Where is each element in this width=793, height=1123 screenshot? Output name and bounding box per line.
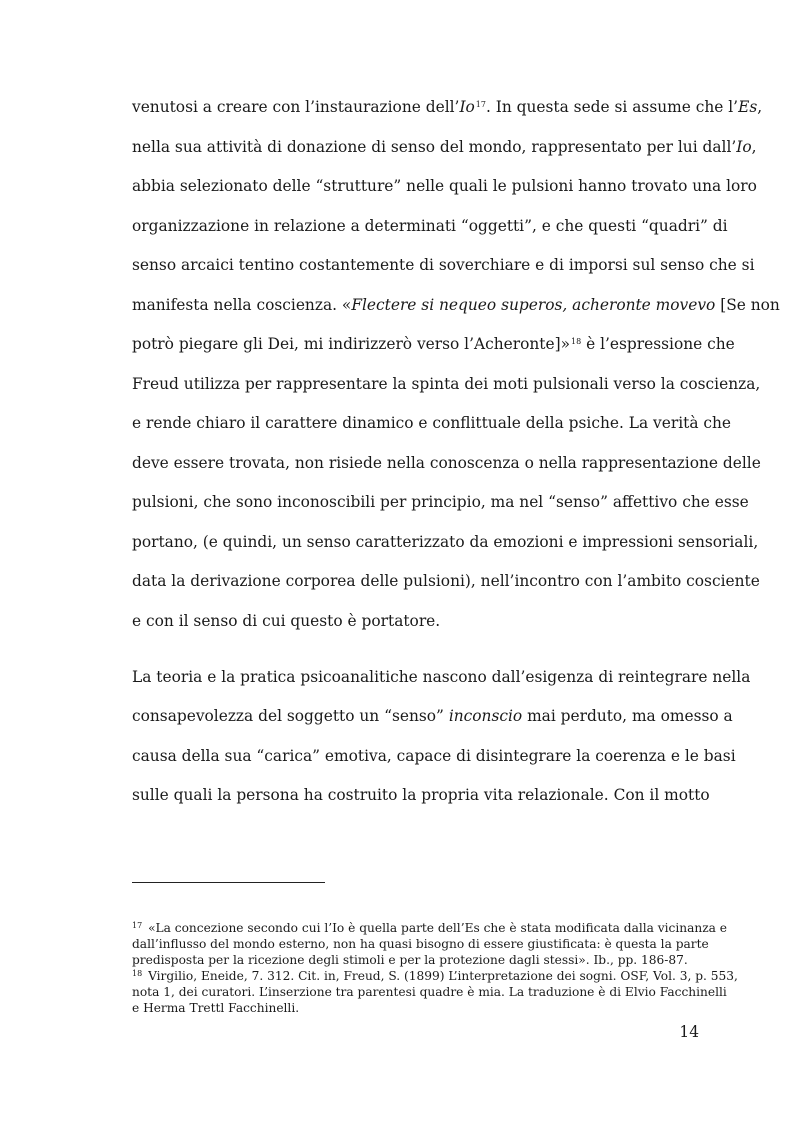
footnote-17-line: predisposta per la ricezione degli stimoli e per la protezione dagli stessi». Ib., pp. 186-87. (132, 953, 688, 967)
page-number: 14 (679, 1023, 699, 1041)
body-line: venutosi a creare con l’instaurazione dell’Io$^{17}$. In questa sede si assume che l’Es, (132, 98, 763, 116)
footnote-18-line: nota 1, dei curatori. L’inserzione tra parentesi quadre è mia. La traduzione è di Elvio Facchinelli (132, 985, 727, 999)
footnote-number: 18 (132, 969, 143, 978)
body-line: causa della sua “carica” emotiva, capace di disintegrare la coerenza e le basi (132, 747, 736, 765)
footnote-18-line: e Herma Trettl Facchinelli. (132, 1001, 300, 1015)
body-line: e rende chiaro il carattere dinamico e conflittuale della psiche. La verità che (132, 414, 732, 432)
footnote-17-line: $^{17}$ «La concezione secondo cui l’Io è quella parte dell’Es che è stata modificata dalla vicinanza e (132, 921, 728, 935)
body-line: nella sua attività di donazione di senso del mondo, rappresentato per lui dall’Io, (132, 138, 757, 156)
body-line: sulle quali la persona ha costruito la propria vita relazionale. Con il motto (132, 786, 710, 804)
body-line: consapevolezza del soggetto un “senso” inconscio mai perduto, ma omesso a (132, 707, 733, 725)
body-line: data la derivazione corporea delle pulsioni), nell’incontro con l’ambito cosciente (132, 572, 760, 590)
body-line: La teoria e la pratica psicoanalitiche nascono dall’esigenza di reintegrare nella (132, 668, 751, 686)
body-line: senso arcaici tentino costantemente di soverchiare e di imporsi sul senso che si (132, 256, 755, 274)
footnote-18-line: $^{18}$ Virgilio, Eneide, 7. 312. Cit. in, Freud, S. (1899) L’interpretazione dei sogni. OSF, Vol. 3, p. 553, (132, 969, 738, 983)
body-line: organizzazione in relazione a determinati “oggetti”, e che questi “quadri” di (132, 217, 728, 235)
body-line: deve essere trovata, non risiede nella conoscenza o nella rappresentazione delle (132, 454, 761, 472)
footnote-17-line: dall’influsso del mondo esterno, non ha quasi bisogno di essere giustificata: è questa la parte (132, 937, 709, 951)
body-line: pulsioni, che sono inconoscibili per principio, ma nel “senso” affettivo che esse (132, 493, 749, 511)
footnote-ref-17[interactable]: 17 (475, 100, 486, 109)
body-line: abbia selezionato delle “strutture” nelle quali le pulsioni hanno trovato una loro (132, 177, 757, 195)
footnote-ref-18[interactable]: 18 (571, 337, 582, 346)
body-line: e con il senso di cui questo è portatore. (132, 612, 441, 630)
body-line: portano, (e quindi, un senso caratterizzato da emozioni e impressioni sensoriali, (132, 533, 759, 551)
footnote-separator (132, 882, 325, 883)
body-line: manifesta nella coscienza. «Flectere si nequeo superos, acheronte movevo [Se non (132, 296, 780, 314)
footnote-number: 17 (132, 921, 143, 930)
body-line: potrò piegare gli Dei, mi indirizzerò verso l’Acheronte]»$^{18}$ è l’espressione che (132, 335, 735, 353)
body-line: Freud utilizza per rappresentare la spinta dei moti pulsionali verso la coscienza, (132, 375, 761, 393)
